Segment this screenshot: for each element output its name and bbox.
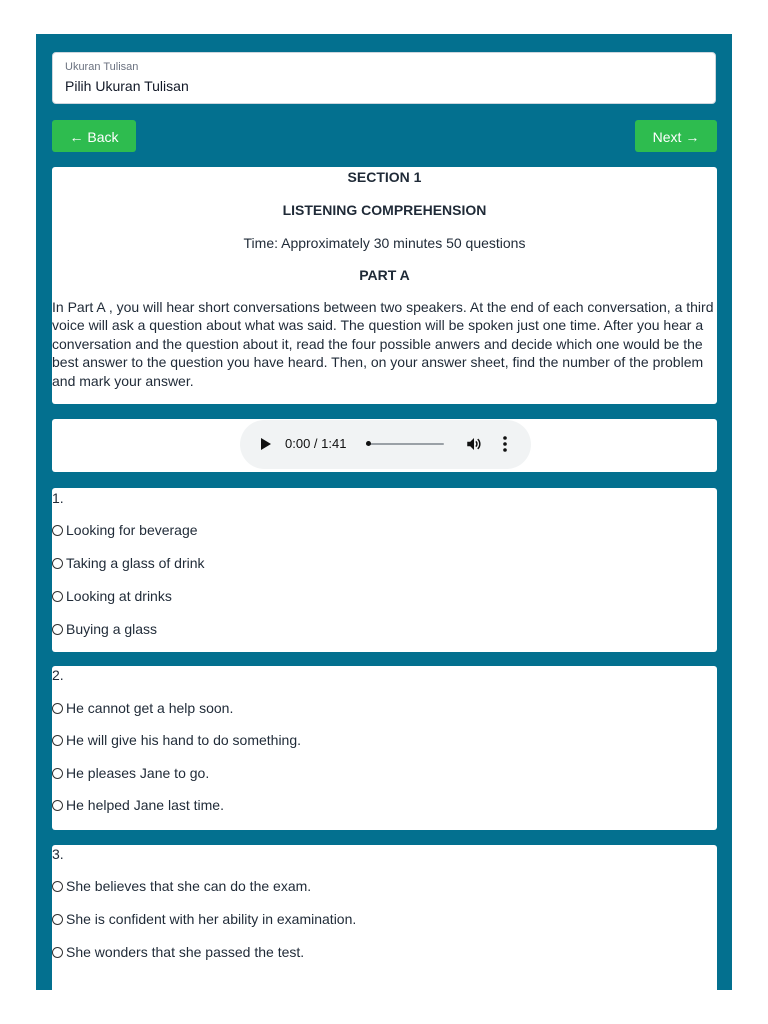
part-title: PART A <box>359 267 410 283</box>
audio-card <box>52 419 717 472</box>
question-number: 2. <box>52 667 64 683</box>
radio-button[interactable] <box>52 703 63 714</box>
question-card <box>52 488 717 652</box>
option-label: Looking at drinks <box>66 588 172 604</box>
answer-option[interactable] <box>52 587 172 605</box>
section-heading: LISTENING COMPREHENSION <box>282 202 487 218</box>
option-label: She wonders that she passed the test. <box>66 944 305 960</box>
radio-button[interactable] <box>52 914 63 925</box>
option-label: He will give his hand to do something. <box>66 732 302 748</box>
radio-button[interactable] <box>52 800 63 811</box>
answer-option[interactable] <box>52 943 304 961</box>
option-label: He helped Jane last time. <box>66 797 224 813</box>
option-label: He pleases Jane to go. <box>66 765 210 781</box>
radio-button[interactable] <box>52 881 63 892</box>
font-size-label: Ukuran Tulisan <box>65 61 139 73</box>
more-options-icon[interactable] <box>498 435 512 453</box>
section-title: SECTION 1 <box>347 169 422 185</box>
question-card <box>52 845 717 990</box>
answer-option[interactable] <box>52 796 224 814</box>
play-icon[interactable] <box>261 438 271 450</box>
audio-seek-thumb[interactable] <box>366 441 371 446</box>
option-label: She is confident with her ability in examination. <box>66 911 357 927</box>
audio-time: 0:00 / 1:41 <box>285 436 347 451</box>
section-intro-card <box>52 167 717 404</box>
answer-option[interactable] <box>52 877 311 895</box>
font-size-select[interactable] <box>52 52 716 104</box>
audio-player[interactable] <box>240 420 531 469</box>
radio-button[interactable] <box>52 624 63 635</box>
answer-option[interactable] <box>52 910 356 928</box>
question-card <box>52 666 717 830</box>
font-size-value: Pilih Ukuran Tulisan <box>65 78 189 94</box>
option-label: He cannot get a help soon. <box>66 700 234 716</box>
back-button[interactable]: ← Back <box>52 120 136 152</box>
answer-option[interactable] <box>52 699 233 717</box>
audio-seek-bar[interactable] <box>366 443 444 445</box>
option-label: Buying a glass <box>66 621 158 637</box>
option-label: She believes that she can do the exam. <box>66 878 312 894</box>
quiz-container <box>36 34 732 990</box>
question-number: 1. <box>52 490 64 506</box>
radio-button[interactable] <box>52 558 63 569</box>
answer-option[interactable] <box>52 521 198 539</box>
answer-option[interactable] <box>52 731 301 749</box>
instructions-text: In Part A , you will hear short conversations between two speakers. At the end of each conversation, a third voice will ask a question about what was said. The question will be spoken just one time. After you hear a conversation and the question about it, read the four possible anwers and decide which one would be the best answer to the question you have heard. Then, on your answer sheet, find the number of the problem and mark your answer. <box>52 299 714 389</box>
radio-button[interactable] <box>52 735 63 746</box>
answer-option[interactable] <box>52 554 205 572</box>
radio-button[interactable] <box>52 591 63 602</box>
radio-button[interactable] <box>52 525 63 536</box>
answer-option[interactable] <box>52 620 157 638</box>
time-info: Time: Approximately 30 minutes 50 questions <box>243 235 526 251</box>
volume-icon[interactable] <box>465 435 483 453</box>
option-label: Looking for beverage <box>66 522 198 538</box>
radio-button[interactable] <box>52 947 63 958</box>
question-number: 3. <box>52 846 64 862</box>
answer-option[interactable] <box>52 764 209 782</box>
radio-button[interactable] <box>52 768 63 779</box>
option-label: Taking a glass of drink <box>66 555 205 571</box>
next-button[interactable]: Next → <box>635 120 717 152</box>
